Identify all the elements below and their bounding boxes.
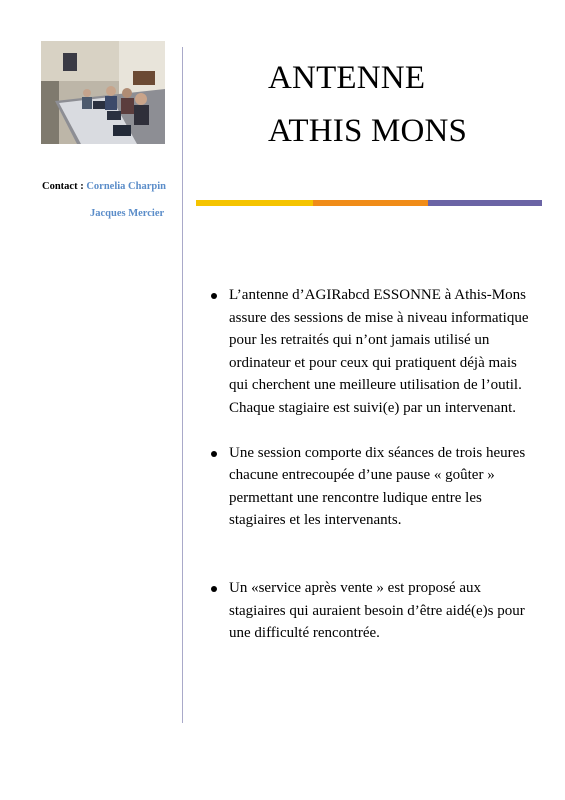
list-item xyxy=(211,284,537,420)
accent-bar-orange xyxy=(313,200,428,206)
classroom-photo xyxy=(41,41,165,144)
list-item-text: Un «service après vente » est proposé aux stagiaires qui auraient besoin d’être aidé(e)s pour une difficulté rencontrée. xyxy=(229,579,525,642)
list-item xyxy=(211,442,537,532)
accent-bar-purple xyxy=(428,200,542,206)
classroom-photo-icon xyxy=(41,41,165,144)
contact-label: Contact : xyxy=(42,181,87,192)
accent-bar xyxy=(196,200,542,206)
page-title xyxy=(268,52,467,158)
bullet-icon xyxy=(211,293,217,299)
contact-line xyxy=(42,181,166,192)
list-item xyxy=(211,577,537,645)
list-item-text: L’antenne d’AGIRabcd ESSONNE à Athis-Mons assure des sessions de mise à niveau informatique pour les retraités qui n’ont jamais utilisé un ordinateur et pour ceux qui pratiquent déjà mais qui cherchent une meilleure utilisation de l’outil. Chaque stagiaire est suivi(e) par un intervenant. xyxy=(229,287,529,416)
title-line-1: ANTENNE xyxy=(268,60,426,96)
contact-name-1: Cornelia Charpin xyxy=(86,181,166,192)
bullet-icon xyxy=(211,586,217,592)
contact-name-2: Jacques Mercier xyxy=(90,208,165,219)
list-item-text: Une session comporte dix séances de trois heures chacune entrecoupée d’une pause « goûter » permettant une rencontre ludique entre les stagiaires et les intervenants. xyxy=(229,444,526,529)
title-line-2: ATHIS MONS xyxy=(268,113,468,149)
bullet-icon xyxy=(211,451,217,457)
accent-bar-yellow xyxy=(196,200,313,206)
bullet-list xyxy=(211,284,537,645)
vertical-divider xyxy=(182,47,183,723)
